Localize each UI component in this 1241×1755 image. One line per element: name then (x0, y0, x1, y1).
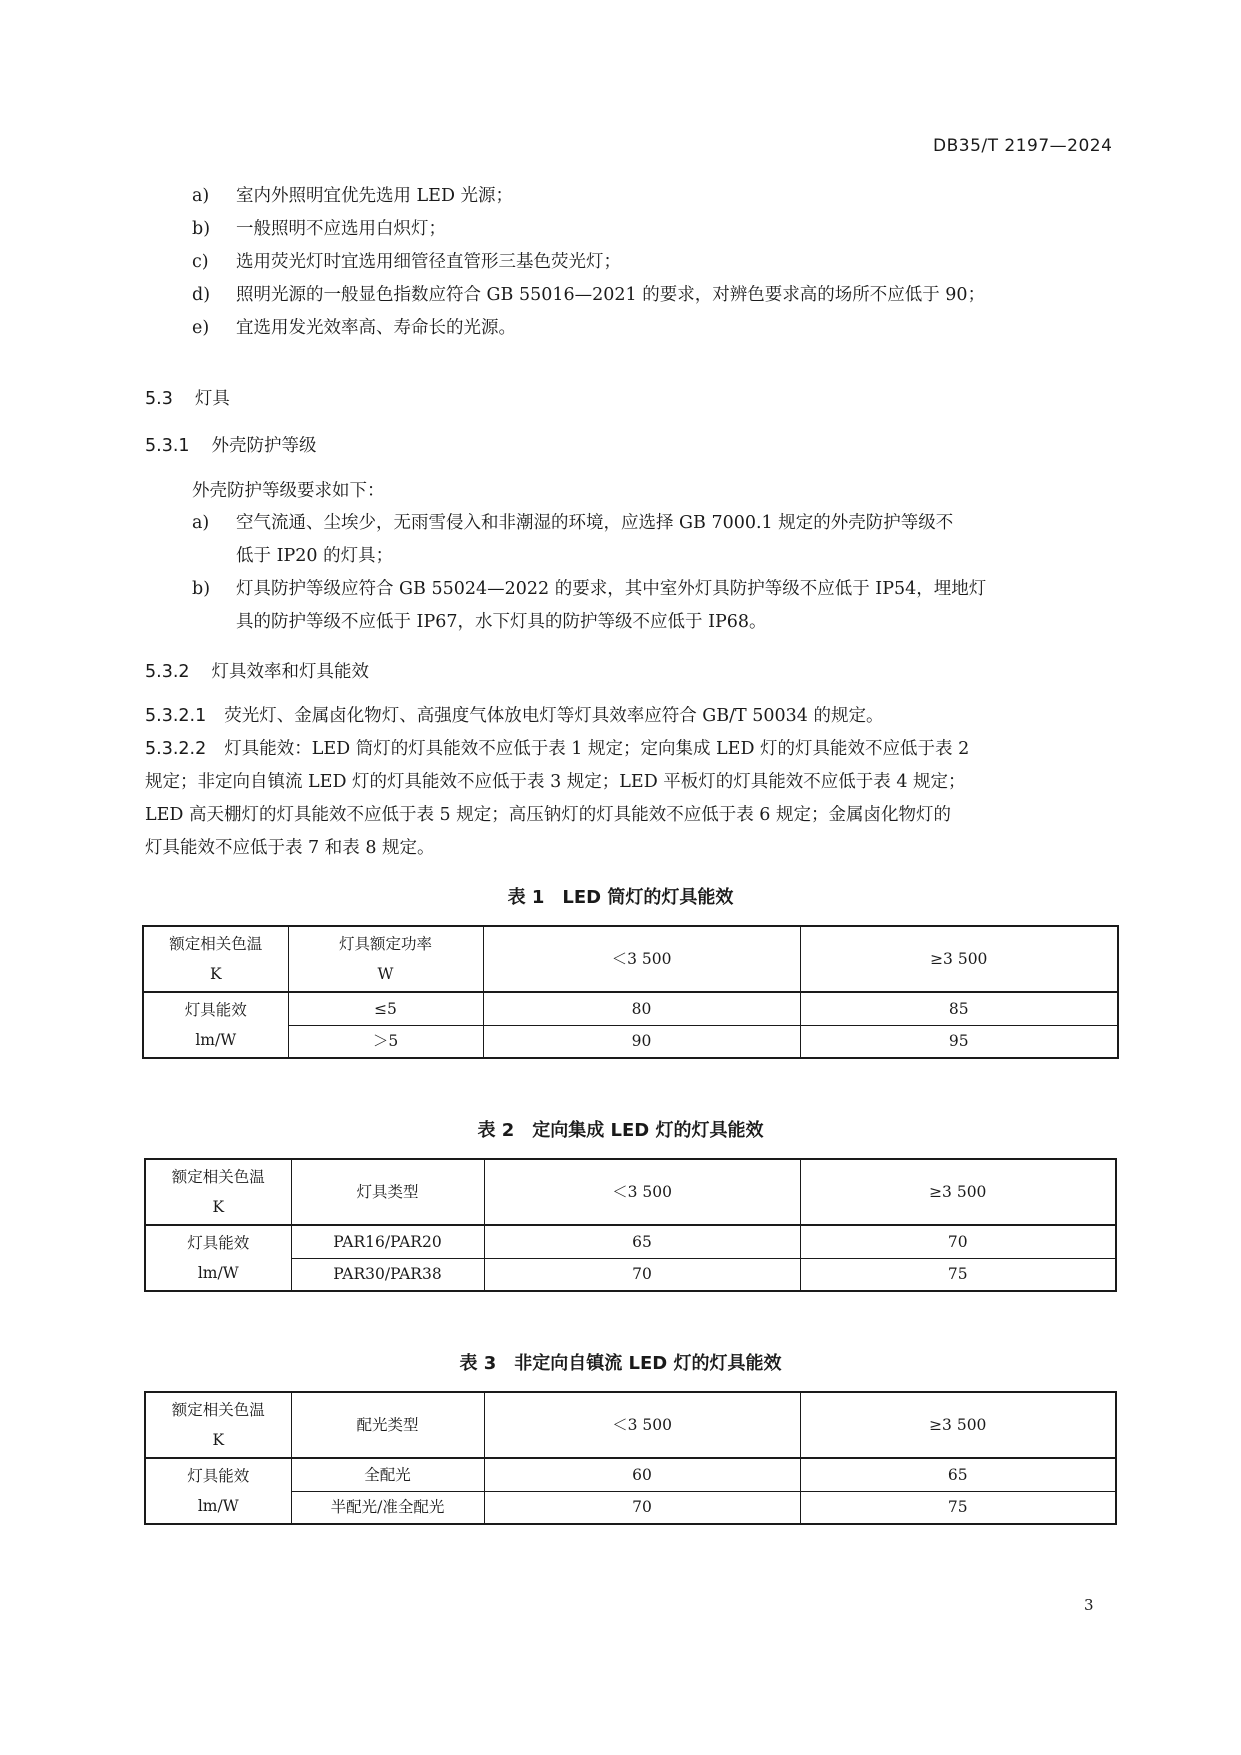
table-cell: 半配光/准全配光 (291, 1491, 484, 1524)
table-row (145, 1225, 1116, 1258)
table-nondirectional-led (144, 1391, 1117, 1525)
table-cell: 70 (484, 1491, 800, 1524)
list-label: a) (192, 186, 210, 206)
table-header-row (145, 1159, 1116, 1225)
table-cell: 70 (800, 1225, 1116, 1258)
list-label: d) (192, 285, 211, 305)
header-unit: K (212, 1198, 225, 1216)
list-text: 空气流通、尘埃少，无雨雪侵入和非潮湿的环境，应选择 GB 7000.1 规定的外壳防护等级不 (236, 513, 954, 533)
list-item (192, 213, 446, 246)
table-directional-led (144, 1158, 1117, 1292)
list-item (192, 507, 953, 540)
clause-number: 5.3.2.2 (145, 739, 207, 759)
header-text: 额定相关色温 (169, 935, 263, 953)
header-unit: W (377, 965, 394, 983)
clause (145, 700, 884, 733)
table-cell: ＞5 (288, 1025, 483, 1058)
list-text: 照明光源的一般显色指数应符合 GB 55016—2021 的要求，对辨色要求高的场所不应低于 90； (236, 285, 986, 305)
table-cell: 90 (483, 1025, 800, 1058)
header-text: 额定相关色温 (171, 1401, 265, 1419)
header-cell: ＜3 500 (484, 1159, 800, 1225)
list-item (192, 573, 986, 606)
list-label: b) (192, 579, 211, 599)
header-cell: ≥3 500 (800, 926, 1118, 992)
table-led-downlight (142, 925, 1119, 1059)
header-unit: K (209, 965, 222, 983)
row-label: 灯具能效 (187, 1234, 250, 1252)
table-header-row (143, 926, 1118, 992)
section-title: 外壳防护等级 (211, 436, 317, 456)
clause (145, 733, 969, 766)
list-text-continued: 具的防护等级不应低于 IP67，水下灯具的防护等级不应低于 IP68。 (236, 612, 767, 632)
table-cell: PAR16/PAR20 (291, 1225, 484, 1258)
row-unit: lm/W (197, 1497, 239, 1515)
table-cell: 60 (484, 1458, 800, 1491)
table-row (145, 1491, 1116, 1524)
list-label: a) (192, 513, 210, 533)
header-cell (145, 1159, 291, 1225)
list-text: 灯具防护等级应符合 GB 55024—2022 的要求，其中室外灯具防护等级不应低于 IP54，埋地灯 (236, 579, 987, 599)
list-text: 一般照明不应选用白炽灯； (236, 219, 446, 239)
list-text-continued: 低于 IP20 的灯具； (236, 546, 394, 566)
list-label: c) (192, 252, 209, 272)
table-cell: 70 (484, 1258, 800, 1291)
row-label: 灯具能效 (184, 1001, 247, 1019)
paragraph: 外壳防护等级要求如下： (192, 481, 385, 501)
header-cell (288, 926, 483, 992)
list-label: b) (192, 219, 211, 239)
header-cell: ≥3 500 (800, 1392, 1116, 1458)
table-cell: 80 (483, 992, 800, 1025)
section-heading (145, 385, 230, 410)
table-cell: 65 (484, 1225, 800, 1258)
list-item (192, 180, 513, 213)
section-heading (145, 432, 317, 457)
header-text: 额定相关色温 (171, 1168, 265, 1186)
table-caption: 表 1 LED 筒灯的灯具能效 (507, 887, 734, 908)
table-row (143, 1025, 1118, 1058)
row-label: 灯具能效 (187, 1467, 250, 1485)
table-cell: 85 (800, 992, 1118, 1025)
list-item (192, 246, 621, 279)
table-cell: 75 (800, 1258, 1116, 1291)
table-row (145, 1458, 1116, 1491)
row-label-cell (145, 1225, 291, 1291)
clause-number: 5.3.2.1 (145, 706, 207, 726)
header-cell: ≥3 500 (800, 1159, 1116, 1225)
table-cell: 75 (800, 1491, 1116, 1524)
row-unit: lm/W (195, 1031, 237, 1049)
list-item (192, 312, 516, 345)
header-cell: ＜3 500 (484, 1392, 800, 1458)
table-cell: 95 (800, 1025, 1118, 1058)
section-number: 5.3 (145, 389, 173, 409)
clause-text-continued: LED 高天棚灯的灯具能效不应低于表 5 规定；高压钠灯的灯具能效不应低于表 6 规定；金属卤化物灯的 (145, 805, 952, 825)
row-label-cell (145, 1458, 291, 1524)
header-cell (145, 1392, 291, 1458)
list-item (192, 279, 985, 312)
table-cell: 全配光 (291, 1458, 484, 1491)
list-label: e) (192, 318, 210, 338)
table-caption: 表 2 定向集成 LED 灯的灯具能效 (477, 1120, 764, 1141)
section-title: 灯具效率和灯具能效 (211, 662, 370, 682)
table-row (143, 992, 1118, 1025)
table-header-row (145, 1392, 1116, 1458)
section-heading (145, 658, 369, 683)
clause-text: 荧光灯、金属卤化物灯、高强度气体放电灯等灯具效率应符合 GB/T 50034 的规定。 (224, 706, 884, 726)
section-number: 5.3.1 (145, 436, 190, 456)
table-cell: ≤5 (288, 992, 483, 1025)
row-unit: lm/W (197, 1264, 239, 1282)
clause-text-continued: 规定；非定向自镇流 LED 灯的灯具能效不应低于表 3 规定；LED 平板灯的灯具能效不应低于表 4 规定； (145, 772, 966, 792)
list-text: 宜选用发光效率高、寿命长的光源。 (236, 318, 516, 338)
list-text: 室内外照明宜优先选用 LED 光源； (236, 186, 514, 206)
header-cell: 配光类型 (291, 1392, 484, 1458)
table-cell: 65 (800, 1458, 1116, 1491)
section-number: 5.3.2 (145, 662, 190, 682)
section-title: 灯具 (194, 389, 230, 409)
table-cell: PAR30/PAR38 (291, 1258, 484, 1291)
header-cell: 灯具类型 (291, 1159, 484, 1225)
list-text: 选用荧光灯时宜选用细管径直管形三基色荧光灯； (236, 252, 621, 272)
header-cell (143, 926, 288, 992)
header-cell: ＜3 500 (483, 926, 800, 992)
clause-text: 灯具能效：LED 筒灯的灯具能效不应低于表 1 规定；定向集成 LED 灯的灯具能效不应低于表 2 (224, 739, 970, 759)
document-id: DB35/T 2197—2024 (933, 136, 1113, 156)
header-unit: K (212, 1431, 225, 1449)
clause-text-continued: 灯具能效不应低于表 7 和表 8 规定。 (145, 838, 435, 858)
row-label-cell (143, 992, 288, 1058)
header-text: 灯具额定功率 (338, 935, 432, 953)
table-row (145, 1258, 1116, 1291)
table-caption: 表 3 非定向自镇流 LED 灯的灯具能效 (459, 1353, 782, 1374)
page-number: 3 (1084, 1596, 1094, 1614)
